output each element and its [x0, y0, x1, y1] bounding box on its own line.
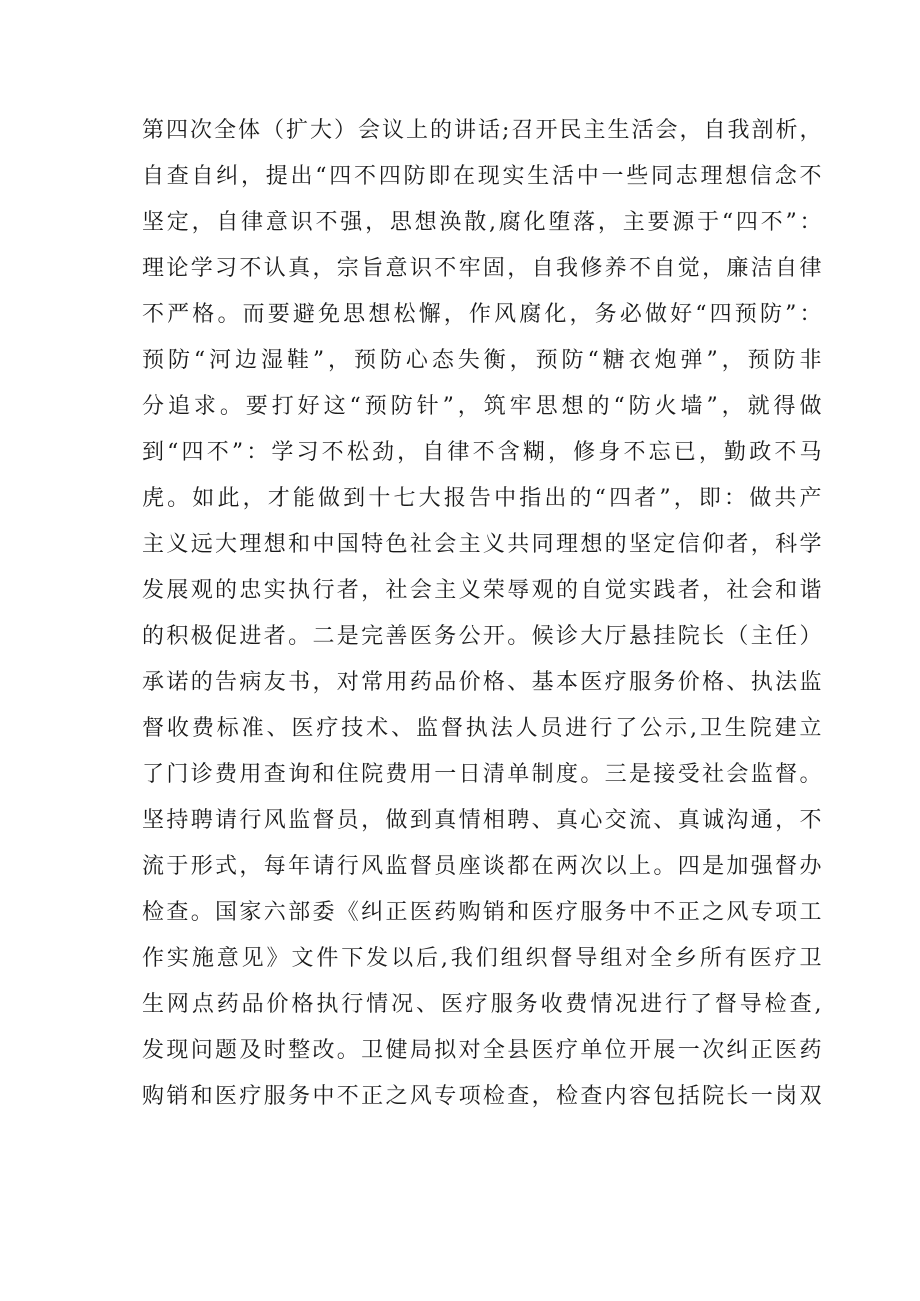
text-line: 购销和医疗服务中不正之风专项检查，检查内容包括院长一岗双 [142, 1084, 822, 1109]
text-line: 不严格。而要避免思想松懈，作风腐化，务必做好“四预防”： [142, 302, 822, 327]
text-line: 主义远大理想和中国特色社会主义共同理想的坚定信仰者，科学 [142, 532, 822, 557]
text-line: 理论学习不认真，宗旨意识不牢固，自我修养不自觉，廉洁自律 [142, 256, 822, 281]
text-line: 虎。如此，才能做到十七大报告中指出的“四者”，即：做共产 [142, 486, 822, 511]
text-line: 督收费标准、医疗技术、监督执法人员进行了公示,卫生院建立 [142, 716, 822, 741]
text-line: 检查。国家六部委《纠正医药购销和医疗服务中不正之风专项工 [142, 900, 822, 925]
text-line: 坚持聘请行风监督员，做到真情相聘、真心交流、真诚沟通，不 [142, 808, 822, 833]
text-line: 生网点药品价格执行情况、医疗服务收费情况进行了督导检查, [142, 992, 822, 1017]
text-line: 承诺的告病友书，对常用药品价格、基本医疗服务价格、执法监 [142, 670, 822, 695]
text-line: 的积极促进者。二是完善医务公开。候诊大厅悬挂院长（主任） [142, 624, 822, 649]
text-line: 坚定，自律意识不强，思想涣散,腐化堕落，主要源于“四不”： [142, 210, 822, 235]
text-line: 到“四不”：学习不松劲，自律不含糊，修身不忘已，勤政不马 [142, 440, 822, 465]
text-line: 第四次全体（扩大）会议上的讲话;召开民主生活会，自我剖析， [142, 118, 822, 143]
body-paragraph [142, 108, 822, 1120]
text-line: 分追求。要打好这“预防针”，筑牢思想的“防火墙”，就得做 [142, 394, 822, 419]
text-line: 预防“河边湿鞋”，预防心态失衡，预防“糖衣炮弹”，预防非 [142, 348, 822, 373]
text-line: 流于形式，每年请行风监督员座谈都在两次以上。四是加强督办 [142, 854, 822, 879]
text-line: 自查自纠，提出“四不四防即在现实生活中一些同志理想信念不 [142, 164, 822, 189]
text-line: 了门诊费用查询和住院费用一日清单制度。三是接受社会监督。 [142, 762, 822, 787]
text-line: 发展观的忠实执行者，社会主义荣辱观的自觉实践者，社会和谐 [142, 578, 822, 603]
text-line: 发现问题及时整改。卫健局拟对全县医疗单位开展一次纠正医药 [142, 1038, 822, 1063]
text-line: 作实施意见》文件下发以后,我们组织督导组对全乡所有医疗卫 [142, 946, 822, 971]
